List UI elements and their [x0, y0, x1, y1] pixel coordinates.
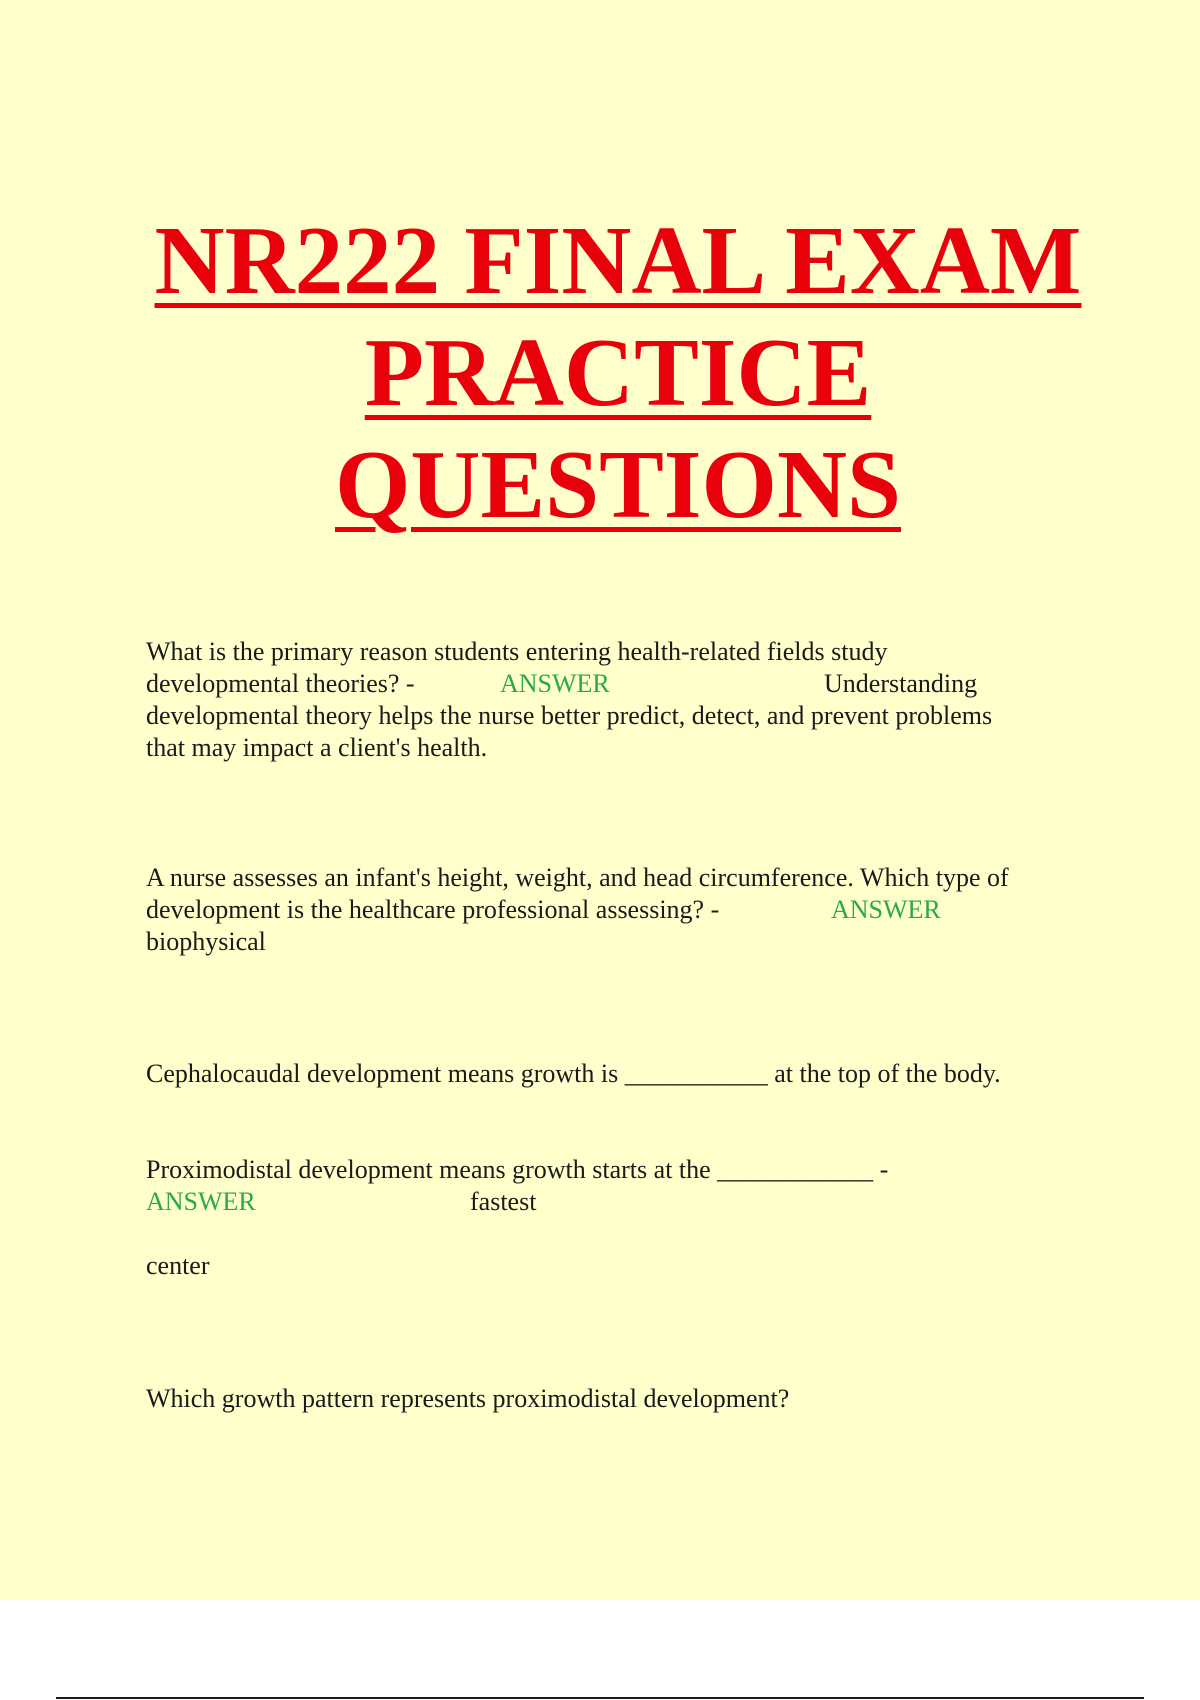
- answer-label-4: ANSWER: [146, 1187, 256, 1216]
- answer-label-2: ANSWER: [831, 895, 941, 924]
- title-line-2: PRACTICE: [364, 319, 872, 426]
- question-2: [146, 862, 1009, 958]
- title-line-1: NR222 FINAL EXAM: [154, 207, 1082, 314]
- question-2-line-1: A nurse assesses an infant's height, weight, and head circumference. Which type of: [146, 863, 1009, 892]
- question-2-line-2: [146, 894, 1009, 926]
- answer-4-start: fastest: [470, 1187, 537, 1216]
- question-4: [146, 1154, 888, 1282]
- footer-divider: [56, 1697, 1144, 1699]
- answer-4: center: [146, 1251, 210, 1280]
- title-line-3: QUESTIONS: [334, 431, 902, 538]
- question-4-line-2: [146, 1186, 888, 1218]
- question-1-line-4: that may impact a client's health.: [146, 733, 488, 762]
- question-1: [146, 636, 992, 764]
- question-2-text: development is the healthcare professional assessing? -: [146, 895, 720, 924]
- question-1-line-3: developmental theory helps the nurse better predict, detect, and prevent problems: [146, 701, 993, 730]
- question-5: [146, 1383, 789, 1415]
- question-3-line-1: Cephalocaudal development means growth is ___________ at the top of the body.: [146, 1059, 1001, 1088]
- question-4-line-1: Proximodistal development means growth starts at the ____________ -: [146, 1155, 889, 1184]
- question-3: [146, 1058, 1001, 1090]
- question-5-line-1: Which growth pattern represents proximodistal development?: [146, 1384, 790, 1413]
- answer-2: biophysical: [146, 927, 266, 956]
- question-1-text: developmental theories? -: [146, 669, 415, 698]
- question-1-line-2: [146, 668, 992, 700]
- document-title: [0, 205, 1200, 541]
- answer-label-1: ANSWER: [500, 669, 610, 698]
- answer-1-start: Understanding: [824, 669, 978, 698]
- question-1-line-1: What is the primary reason students entering health-related fields study: [146, 637, 888, 666]
